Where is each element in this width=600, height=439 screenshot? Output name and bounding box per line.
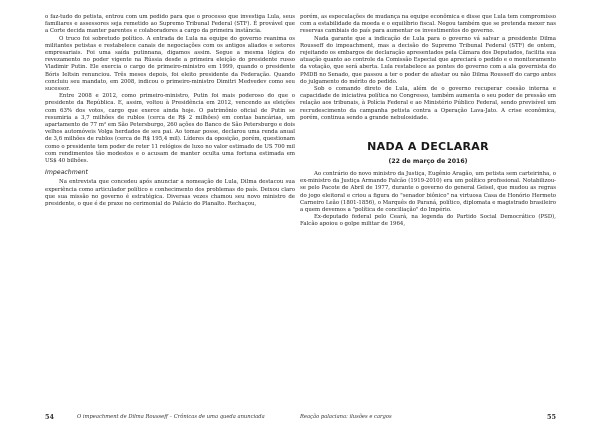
right-paragraph-3: Sob o comando direto de Lula, além de o governo recuperar coesão interna e capacidade de iniciativa política no Congresso, também aumenta o seu poder de pressão em relação aos tribunais, à Polícia Federal e ao Ministério Público Federal, sendo previsível um recrudescimento da campanha petista contra a Operação Lava-Jato. A crise econômica, porém, continua sendo a grande nebulosidade. (300, 86, 556, 121)
left-paragraph-4: Na entrevista que concedeu após anunciar a nomeação de Lula, Dilma destacou sua experiência como articulador político e conhecimento dos problemas do país. Deixou claro que sua missão no governo é estratégica. Diversas vezes chamou seu novo ministro de presidente, o que é de praxe no cerimonial do Palácio do Planalto. Rechaçou, (45, 179, 295, 208)
right-running-title: Reação palaciana: ilusões e cargos (300, 414, 392, 420)
left-paragraph-3: Entre 2008 e 2012, como primeiro-ministro, Putin foi mais poderoso do que o presidente da República. E, assim, voltou à Presidência em 2012, vencendo as eleições com 63% dos votos, cargo que exerce ainda hoje. O patrimônio oficial de Putin se resumiria a 3,7 milhões de rublos (cerca de R$ 2 milhões) em contas bancárias, um apartamento de 77 m² em São Petersburgo, 260 ações do Banco de São Petersburgo e dois velhos automóveis Volga herdados de seu pai. Ao tomar posse, declarou uma renda anual de 3,6 milhões de rublos (cerca de R$ 195,4 mil). Líderes da oposição, porém, questionam como o presidente tem poder de reter 11 relógios de luxo no valor estimado de US 700 mil com rendimentos tão modestos e o acusam de manter oculta uma fortuna estimada em US$ 40 bilhões. (45, 93, 295, 165)
section-title: NADA A DECLARAR (367, 140, 489, 154)
left-page-number: 54 (45, 413, 55, 421)
left-running-title: O impeachment de Dilma Rousseff – Crônicas de uma queda anunciada (77, 414, 265, 420)
section-date: (22 de março de 2016) (388, 158, 468, 166)
right-page-number: 55 (546, 413, 556, 421)
right-page (300, 14, 556, 229)
impeachment-subheading: Impeachment (45, 169, 88, 177)
left-paragraph-2: O truco foi sobretudo político. A entrada de Lula na equipe do governo reanima os militantes petistas e restabelece canais de negociações com os antigos aliados e setores empresariais. Foi uma saída putinnana, digamos assim. Segue a mesma lógica do revezamento no poder vigente na Rússia desde a primeira eleição do presidente russo Vladimir Putin. Ele exercia o cargo de primeiro-ministro em 1999, quando o presidente Bóris Ieltsin renunciou. Três meses depois, foi eleito presidente da Federação. Quando concluiu seu mandato, em 2008, indicou o primeiro-ministro Dimitri Medvedev como seu sucessor. (45, 35, 295, 93)
right-paragraph-1: porém, as especulações de mudança na equipe econômica e disse que Lula tem compromisso com a estabilidade da moeda e o equilíbrio fiscal. Negou também que se pretenda mexer nas reservas cambiais do país para aumentar os investimentos do governo. (300, 14, 556, 35)
left-page (45, 14, 295, 208)
section-paragraph-1: Ao contrário do novo ministro da Justiça, Eugênio Aragão, um petista sem carteirinha, o ex-ministro da Justiça Armando Falcão (1919-2010) era um político profissional. Notabilizou-se pelo Pacote de Abril de 1977, durante o governo do general Geisel, que mudou as regras do jogo eleitoral e criou a figura do "senador biônico" na virtuosa Casa de Honório Hermeto Carneiro Leão (1801-1856), o Marquês do Paraná, político, diplomata e magistrado brasileiro a quem devemos a "política de conciliação" do Império. (300, 171, 556, 214)
right-paragraph-2: Nada garante que a indicação de Lula para o governo vá salvar a presidente Dilma Rousseff do impeachment, mas a decisão do Supremo Tribunal Federal (STF) de ontem, rejeitando os embargos de declaração apresentados pela Câmara dos Deputados, facilita sua atuação quanto ao controle da Comissão Especial que apreciará o pedido e o monitoramento da votação, que será aberta. Lula restabelece as pontes do governo com a ala governista do PMDB no Senado, que passou a ter o poder de afastar ou não Dilma Rousseff do cargo antes do julgamento do mérito do pedido. (300, 35, 556, 85)
left-paragraph-1: o faz-tudo do petista, entrou com um pedido para que o processo que investiga Lula, seus familiares e assessores seja remetido ao Supremo Tribunal Federal (STF). É provável que a Corte decida manter parentes e colaboradores a cargo da primeira instância. (45, 14, 295, 35)
section-paragraph-2: Ex-deputado federal pelo Ceará, na legenda do Partido Social Democrático (PSD), Falcão apoiou o golpe militar de 1964, (300, 214, 556, 228)
